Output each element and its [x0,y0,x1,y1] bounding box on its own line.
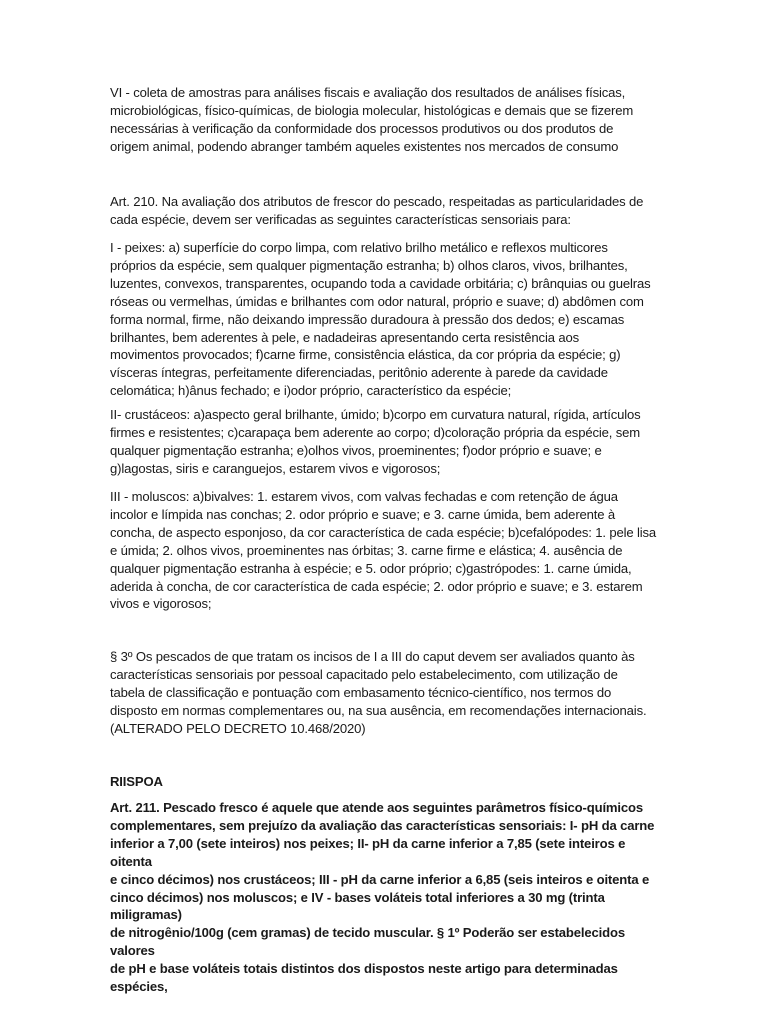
paragraph-vi: VI - coleta de amostras para análises fiscais e avaliação dos resultados de análises físicas, microbiológicas, físico-químicas, de biologia molecular, histológicas e demais que se fizerem necessárias à verificação da conformidade dos processos produtivos ou dos produtos de origem animal, podendo abranger também aqueles existentes nos mercados de consumo [110,85,634,154]
art-210-intro: Art. 210. Na avaliação dos atributos de frescor do pescado, respeitadas as particularidades de cada espécie, devem ser verificadas as seguintes características sensoriais para: [110,194,644,227]
item-ii-crustaceos: II- crustáceos: a)aspecto geral brilhante, úmido; b)corpo em curvatura natural, rígida, artículos firmes e resistentes; c)carapaça bem aderente ao corpo; d)coloração própria da espécie, sem qualquer pigmentação estranha; e)olhos vivos, proeminentes; f)odor próprio e suave; e g)lagostas, siris e caranguejos, estarem vivos e vigorosos; [110,407,641,476]
document-page [110,0,662,1024]
item-i-peixes: I - peixes: a) superfície do corpo limpa, com relativo brilho metálico e reflexos multicores próprios da espécie, sem qualquer pigmentação estranha; b) olhos claros, vivos, brilhantes, luzentes, convexos, transparentes, ocupando toda a cavidade orbitária; c) brânquias ou guelras róseas ou vermelhas, úmidas e brilhantes com odor natural, próprio e suave; d) abdômen com forma normal, firme, não deixando impressão duradoura à pressão dos dedos; e) escamas brilhantes, bem aderentes à pele, e nadadeiras apresentando certa resistência aos movimentos provocados; f)carne firme, consistência elástica, da cor própria da espécie; g) vísceras íntegras, perfeitamente diferenciadas, peritônio aderente à parede da cavidade celomática; h)ânus fechado; e i)odor próprio, característico da espécie; [110,240,651,399]
paragraph-3: § 3º Os pescados de que tratam os incisos de I a III do caput devem ser avaliados quanto às características sensoriais por pessoal capacitado pelo estabelecimento, com utilização de tabela de classificação e pontuação com embasamento técnico-científico, nos termos do disposto em normas complementares ou, na sua ausência, em recomendações internacionais. (ALTERADO PELO DECRETO 10.468/2020) [110,649,647,736]
item-iii-moluscos: III - moluscos: a)bivalves: 1. estarem vivos, com valvas fechadas e com retenção de água incolor e límpida nas conchas; 2. odor próprio e suave; e 3. carne úmida, bem aderente à concha, de aspecto esponjoso, da cor característica de cada espécie; b)cefalópodes: 1. pele lisa e úmida; 2. olhos vivos, proeminentes nas órbitas; 3. carne firme e elástica; 4. ausência de qualquer pigmentação estranha à espécie; e 5. odor próprio; c)gastrópodes: 1. carne úmida, aderida à concha, de cor característica de cada espécie; 2. odor próprio e suave; e 3. estarem vivos e vigorosos; [110,489,657,612]
art-211: Art. 211. Pescado fresco é aquele que atende aos seguintes parâmetros físico-químicos complementares, sem prejuízo da avaliação das características sensoriais: I- pH da carne inferior a 7,00 (sete inteiros) nos peixes; II- pH da carne inferior a 7,85 (sete inteiros e oitenta e cinco décimos) nos crustáceos; III - pH da carne inferior a 6,85 (seis inteiros e oitenta e cinco décimos) nos moluscos; e IV - bases voláteis total inferiores a 30 mg (trinta miligramas) de nitrogênio/100g (cem gramas) de tecido muscular. § 1º Poderão ser estabelecidos valores de pH e base voláteis totais distintos dos dispostos neste artigo para determinadas espécies, [110,800,655,995]
heading-riispoa: RIISPOA [110,774,163,789]
